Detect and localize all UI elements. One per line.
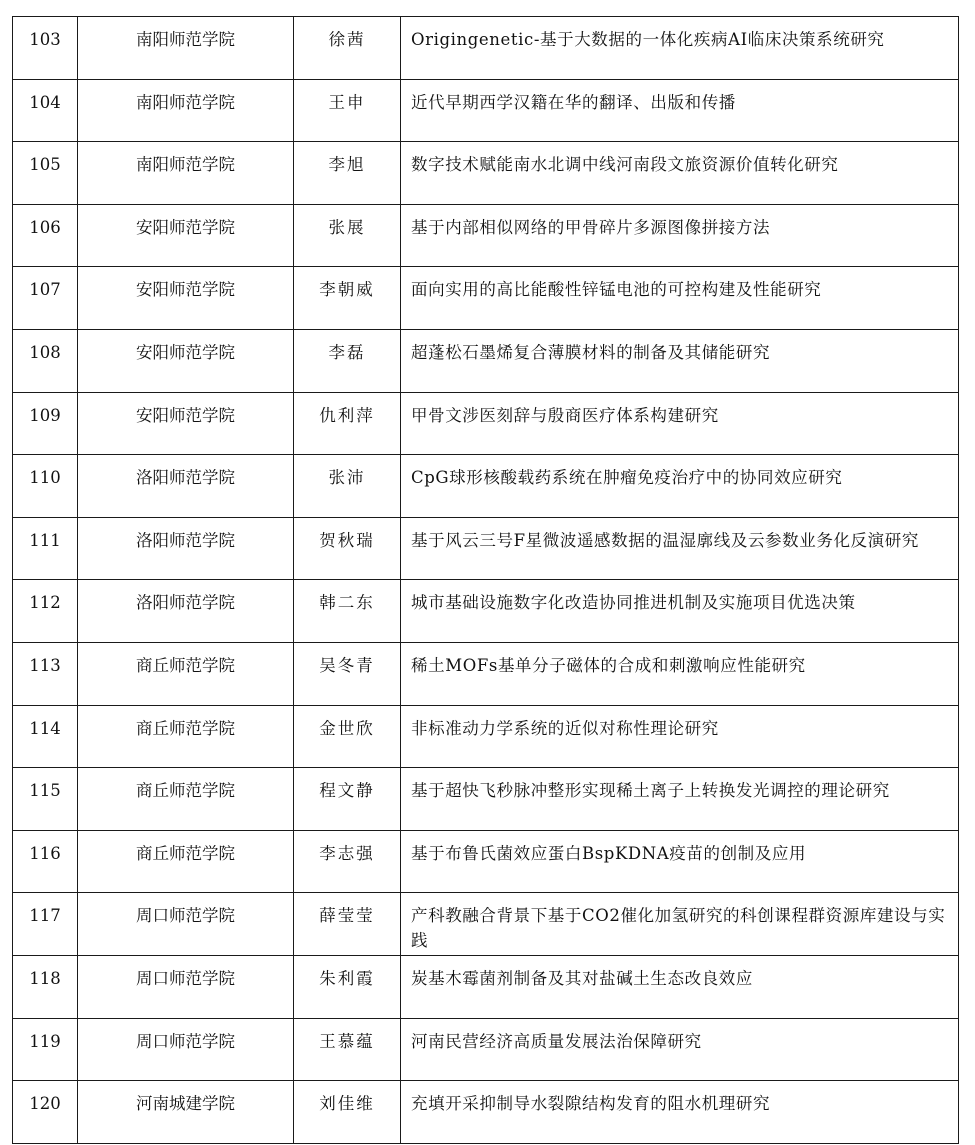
table-row (13, 955, 959, 1018)
institution-cell-text: 安阳师范学院 (136, 280, 235, 300)
institution-cell-text: 商丘师范学院 (136, 655, 235, 675)
row-number (13, 1081, 78, 1144)
person-name-cell-text: 仇利萍 (319, 405, 375, 425)
project-title-cell-text: 超蓬松石墨烯复合薄膜材料的制备及其储能研究 (411, 342, 771, 362)
row-number (13, 517, 78, 580)
person-name-cell (294, 392, 401, 455)
person-name-cell (294, 204, 401, 267)
row-number (13, 329, 78, 392)
row-number-text: 112 (29, 593, 61, 613)
row-number (13, 17, 78, 80)
institution-cell (78, 705, 294, 768)
institution-cell-text: 安阳师范学院 (136, 217, 235, 237)
table-row (13, 893, 959, 956)
project-title-cell-text: 基于超快飞秒脉冲整形实现稀土离子上转换发光调控的理论研究 (411, 781, 890, 801)
institution-cell-text: 周口师范学院 (136, 1031, 235, 1051)
person-name-cell (294, 1081, 401, 1144)
person-name-cell-text: 徐茜 (328, 30, 366, 49)
project-title-cell (401, 580, 959, 643)
project-title-cell (401, 517, 959, 580)
row-number-text: 119 (29, 1031, 61, 1051)
person-name-cell (294, 893, 401, 956)
row-number (13, 267, 78, 330)
person-name-cell-text: 金世欣 (319, 718, 375, 738)
row-number-text: 113 (29, 655, 61, 675)
project-title-cell (401, 17, 959, 80)
project-title-cell-text: 基于内部相似网络的甲骨碎片多源图像拼接方法 (411, 217, 771, 237)
project-title-cell (401, 893, 959, 956)
project-title-cell-text: 甲骨文涉医刻辞与殷商医疗体系构建研究 (411, 405, 719, 425)
row-number (13, 1018, 78, 1081)
table-row (13, 830, 959, 893)
person-name-cell (294, 517, 401, 580)
institution-cell (78, 955, 294, 1018)
project-title-cell (401, 768, 959, 831)
row-number-text: 114 (29, 718, 61, 738)
row-number (13, 893, 78, 956)
row-number (13, 204, 78, 267)
row-number-text: 116 (29, 843, 61, 863)
person-name-cell (294, 768, 401, 831)
institution-cell-text: 洛阳师范学院 (136, 468, 235, 488)
row-number-text: 111 (29, 530, 61, 550)
table-body (13, 17, 959, 1144)
project-title-cell (401, 267, 959, 330)
person-name-cell-text: 李志强 (319, 843, 375, 863)
person-name-cell (294, 580, 401, 643)
institution-cell-text: 周口师范学院 (136, 968, 235, 988)
person-name-cell-text: 王慕蕴 (319, 1031, 375, 1051)
person-name-cell (294, 142, 401, 205)
person-name-cell-text: 贺秋瑞 (319, 530, 375, 550)
row-number (13, 142, 78, 205)
project-title-cell-text: 非标准动力学系统的近似对称性理论研究 (411, 718, 719, 738)
institution-cell-text: 南阳师范学院 (136, 92, 235, 112)
institution-cell (78, 17, 294, 80)
person-name-cell-text: 王申 (328, 92, 366, 112)
person-name-cell-text: 薛莹莹 (319, 906, 375, 926)
row-number (13, 955, 78, 1018)
row-number (13, 580, 78, 643)
institution-cell-text: 洛阳师范学院 (136, 593, 235, 613)
project-title-cell (401, 955, 959, 1018)
row-number-text: 115 (29, 781, 61, 801)
project-title-cell (401, 642, 959, 705)
person-name-cell (294, 79, 401, 142)
project-title-cell-text: 河南民营经济高质量发展法治保障研究 (411, 1031, 702, 1051)
institution-cell-text: 洛阳师范学院 (136, 530, 235, 550)
institution-cell (78, 580, 294, 643)
project-title-cell-text: CpG球形核酸载药系统在肿瘤免疫治疗中的协同效应研究 (411, 468, 843, 488)
project-title-cell-text: 面向实用的高比能酸性锌锰电池的可控构建及性能研究 (411, 280, 822, 300)
row-number-text: 120 (29, 1094, 61, 1114)
row-number (13, 705, 78, 768)
institution-cell-text: 南阳师范学院 (136, 30, 235, 49)
table-row (13, 1081, 959, 1144)
person-name-cell-text: 程文静 (319, 781, 375, 801)
institution-cell (78, 768, 294, 831)
row-number (13, 455, 78, 518)
table-row (13, 768, 959, 831)
row-number-text: 106 (29, 217, 61, 237)
table-row (13, 517, 959, 580)
institution-cell (78, 455, 294, 518)
institution-cell (78, 204, 294, 267)
row-number-text: 104 (29, 92, 61, 112)
institution-cell (78, 392, 294, 455)
institution-cell (78, 1081, 294, 1144)
person-name-cell (294, 705, 401, 768)
table-row (13, 79, 959, 142)
institution-cell-text: 商丘师范学院 (136, 781, 235, 801)
person-name-cell-text: 张展 (328, 217, 366, 237)
table-row (13, 705, 959, 768)
person-name-cell-text: 李旭 (328, 155, 366, 175)
institution-cell-text: 河南城建学院 (136, 1094, 235, 1114)
project-title-cell (401, 79, 959, 142)
project-title-cell (401, 142, 959, 205)
project-title-cell-text: 充填开采抑制导水裂隙结构发育的阻水机理研究 (411, 1094, 771, 1114)
institution-cell (78, 142, 294, 205)
person-name-cell-text: 刘佳维 (319, 1094, 375, 1114)
row-number (13, 392, 78, 455)
table-row (13, 329, 959, 392)
project-title-cell-text: 稀土MOFs基单分子磁体的合成和刺激响应性能研究 (411, 655, 806, 675)
person-name-cell (294, 642, 401, 705)
institution-cell (78, 267, 294, 330)
row-number-text: 117 (29, 906, 61, 926)
row-number (13, 830, 78, 893)
project-title-cell-text: 基于布鲁氏菌效应蛋白BspKDNA疫苗的创制及应用 (411, 843, 807, 863)
institution-cell (78, 329, 294, 392)
institution-cell (78, 830, 294, 893)
row-number-text: 103 (29, 30, 61, 49)
project-title-cell (401, 204, 959, 267)
institution-cell-text: 南阳师范学院 (136, 155, 235, 175)
table-row (13, 204, 959, 267)
person-name-cell-text: 李磊 (328, 342, 366, 362)
person-name-cell (294, 955, 401, 1018)
project-title-cell (401, 830, 959, 893)
institution-cell-text: 安阳师范学院 (136, 405, 235, 425)
project-title-cell (401, 1018, 959, 1081)
project-title-cell (401, 455, 959, 518)
person-name-cell-text: 朱利霞 (319, 968, 375, 988)
project-title-cell (401, 705, 959, 768)
institution-cell (78, 79, 294, 142)
table-row (13, 455, 959, 518)
row-number-text: 118 (29, 968, 61, 988)
table-row (13, 392, 959, 455)
person-name-cell (294, 17, 401, 80)
project-title-cell-text: 炭基木霉菌剂制备及其对盐碱土生态改良效应 (411, 968, 753, 988)
institution-cell (78, 642, 294, 705)
person-name-cell-text: 吴冬青 (319, 655, 375, 675)
row-number-text: 108 (29, 342, 61, 362)
institution-cell (78, 517, 294, 580)
table-row (13, 580, 959, 643)
table-row (13, 267, 959, 330)
row-number-text: 105 (29, 155, 61, 175)
table-row (13, 142, 959, 205)
row-number-text: 110 (29, 468, 61, 488)
institution-cell (78, 893, 294, 956)
person-name-cell-text: 韩二东 (319, 593, 375, 613)
project-title-cell-text: 近代早期西学汉籍在华的翻译、出版和传播 (411, 92, 736, 112)
project-title-cell-text: 基于风云三号F星微波遥感数据的温湿廓线及云参数业务化反演研究 (411, 530, 919, 550)
row-number (13, 768, 78, 831)
project-title-cell-text: 数字技术赋能南水北调中线河南段文旅资源价值转化研究 (411, 155, 839, 175)
institution-cell (78, 1018, 294, 1081)
person-name-cell (294, 830, 401, 893)
project-title-cell-text: 产科教融合背景下基于CO2催化加氢研究的科创课程群资源库建设与实践 (411, 906, 946, 951)
row-number-text: 107 (29, 280, 61, 300)
person-name-cell-text: 李朝威 (319, 280, 375, 300)
table-row (13, 642, 959, 705)
person-name-cell (294, 329, 401, 392)
row-number (13, 642, 78, 705)
row-number-text: 109 (29, 405, 61, 425)
project-title-cell (401, 392, 959, 455)
person-name-cell (294, 1018, 401, 1081)
project-title-cell-text: 城市基础设施数字化改造协同推进机制及实施项目优选决策 (411, 593, 856, 613)
institution-cell-text: 周口师范学院 (136, 906, 235, 926)
table-row (13, 1018, 959, 1081)
person-name-cell (294, 455, 401, 518)
row-number (13, 79, 78, 142)
institution-cell-text: 安阳师范学院 (136, 342, 235, 362)
project-title-cell (401, 1081, 959, 1144)
institution-cell-text: 商丘师范学院 (136, 843, 235, 863)
person-name-cell-text: 张沛 (328, 468, 366, 488)
project-title-cell (401, 329, 959, 392)
project-list-table (12, 16, 959, 1144)
institution-cell-text: 商丘师范学院 (136, 718, 235, 738)
table-row (13, 17, 959, 80)
project-title-cell-text: Origingenetic-基于大数据的一体化疾病AI临床决策系统研究 (411, 30, 885, 49)
person-name-cell (294, 267, 401, 330)
